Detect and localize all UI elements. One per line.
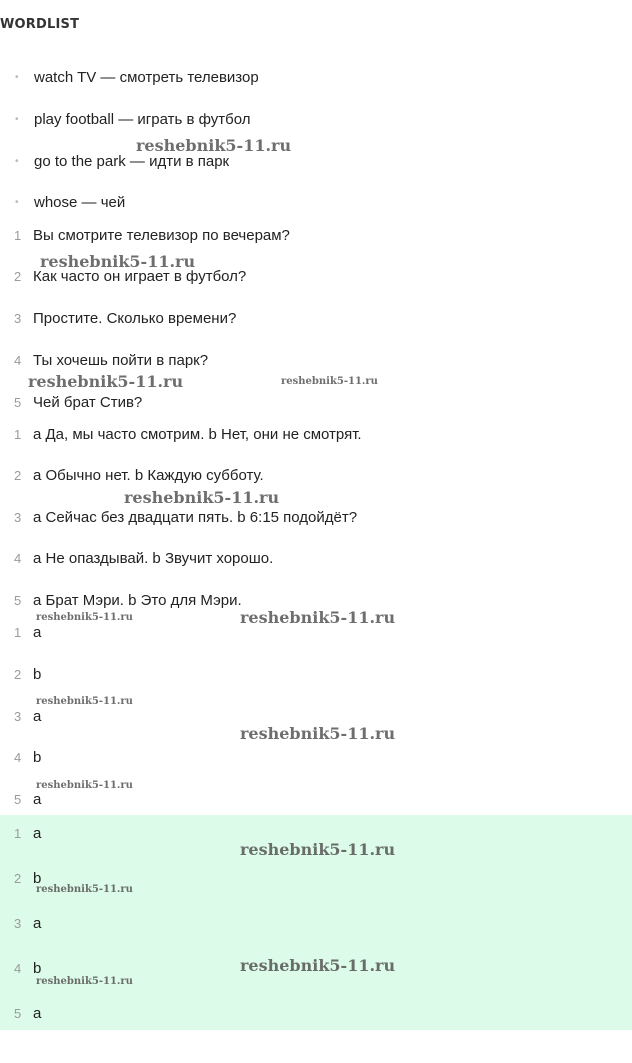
response-number: 4 (14, 550, 22, 566)
response-row (14, 423, 362, 445)
choice-text: a (33, 707, 42, 725)
choice-row (14, 663, 41, 685)
response-number: 5 (14, 592, 22, 608)
question-row (14, 307, 236, 329)
answer-text: b (33, 959, 42, 977)
watermark: reshebnik5-11.ru (36, 884, 133, 895)
question-row (14, 349, 208, 371)
answer-number: 2 (14, 870, 22, 886)
response-number: 3 (14, 509, 22, 525)
response-number: 2 (14, 467, 22, 483)
answer-text: b (33, 869, 42, 887)
watermark: reshebnik5-11.ru (36, 696, 133, 707)
watermark: reshebnik5-11.ru (36, 976, 133, 987)
wordlist-item-text: go to the park — идти в парк (34, 152, 230, 170)
answer-number: 3 (14, 915, 22, 931)
answer-number: 1 (14, 825, 22, 841)
choice-text: a (33, 790, 42, 808)
question-number: 3 (14, 310, 22, 326)
choice-number: 2 (14, 666, 22, 682)
question-row (14, 224, 290, 246)
watermark: reshebnik5-11.ru (281, 376, 378, 387)
response-row (14, 589, 242, 611)
answer-number: 4 (14, 960, 22, 976)
watermark: reshebnik5-11.ru (240, 724, 396, 743)
answer-number: 5 (14, 1005, 22, 1021)
response-text: a Не опаздывай. b Звучит хорошо. (33, 549, 274, 567)
choice-row (14, 705, 41, 727)
question-number: 2 (14, 268, 22, 284)
watermark: reshebnik5-11.ru (124, 488, 280, 507)
response-number: 1 (14, 426, 22, 442)
wordlist-item (14, 191, 125, 213)
question-text: Чей брат Стив? (33, 393, 143, 411)
wordlist-item-text: whose — чей (34, 193, 126, 211)
response-row (14, 506, 357, 528)
question-text: Как часто он играет в футбол? (33, 267, 247, 285)
response-row (14, 547, 273, 569)
answer-text: a (33, 1004, 42, 1022)
question-text: Простите. Сколько времени? (33, 309, 237, 327)
bullet-icon: • (15, 196, 19, 208)
watermark: reshebnik5-11.ru (240, 956, 396, 975)
watermark: reshebnik5-11.ru (240, 608, 396, 627)
wordlist-item-text: watch TV — смотреть телевизор (34, 68, 259, 86)
response-text: a Сейчас без двадцати пять. b 6:15 подойдёт? (33, 508, 358, 526)
answer-row (14, 912, 41, 934)
choice-row (14, 621, 41, 643)
answer-row (14, 822, 41, 844)
wordlist-item-text: play football — играть в футбол (34, 110, 251, 128)
response-text: a Да, мы часто смотрим. b Нет, они не смотрят. (33, 425, 362, 443)
question-text: Ты хочешь пойти в парк? (33, 351, 209, 369)
response-row (14, 464, 264, 486)
wordlist-heading: WORDLIST (0, 17, 80, 32)
response-text: a Обычно нет. b Каждую субботу. (33, 466, 264, 484)
question-row (14, 391, 142, 413)
question-text: Вы смотрите телевизор по вечерам? (33, 226, 290, 244)
watermark: reshebnik5-11.ru (240, 840, 396, 859)
choice-number: 3 (14, 708, 22, 724)
answer-row (14, 1002, 41, 1024)
choice-row (14, 746, 41, 768)
choice-number: 4 (14, 749, 22, 765)
choice-row (14, 788, 41, 810)
question-number: 4 (14, 352, 22, 368)
bullet-icon: • (15, 113, 19, 125)
question-number: 5 (14, 394, 22, 410)
choice-number: 5 (14, 791, 22, 807)
question-number: 1 (14, 227, 22, 243)
bullet-icon: • (15, 155, 19, 167)
choice-text: a (33, 623, 42, 641)
wordlist-item (14, 66, 259, 88)
choice-text: b (33, 665, 42, 683)
watermark: reshebnik5-11.ru (40, 252, 196, 271)
watermark: reshebnik5-11.ru (36, 780, 133, 791)
watermark: reshebnik5-11.ru (36, 612, 133, 623)
answer-text: a (33, 824, 42, 842)
watermark: reshebnik5-11.ru (28, 372, 184, 391)
choice-number: 1 (14, 624, 22, 640)
choice-text: b (33, 748, 42, 766)
watermark: reshebnik5-11.ru (136, 136, 292, 155)
response-text: a Брат Мэри. b Это для Мэри. (33, 591, 242, 609)
answer-text: a (33, 914, 42, 932)
bullet-icon: • (15, 71, 19, 83)
wordlist-item (14, 108, 250, 130)
